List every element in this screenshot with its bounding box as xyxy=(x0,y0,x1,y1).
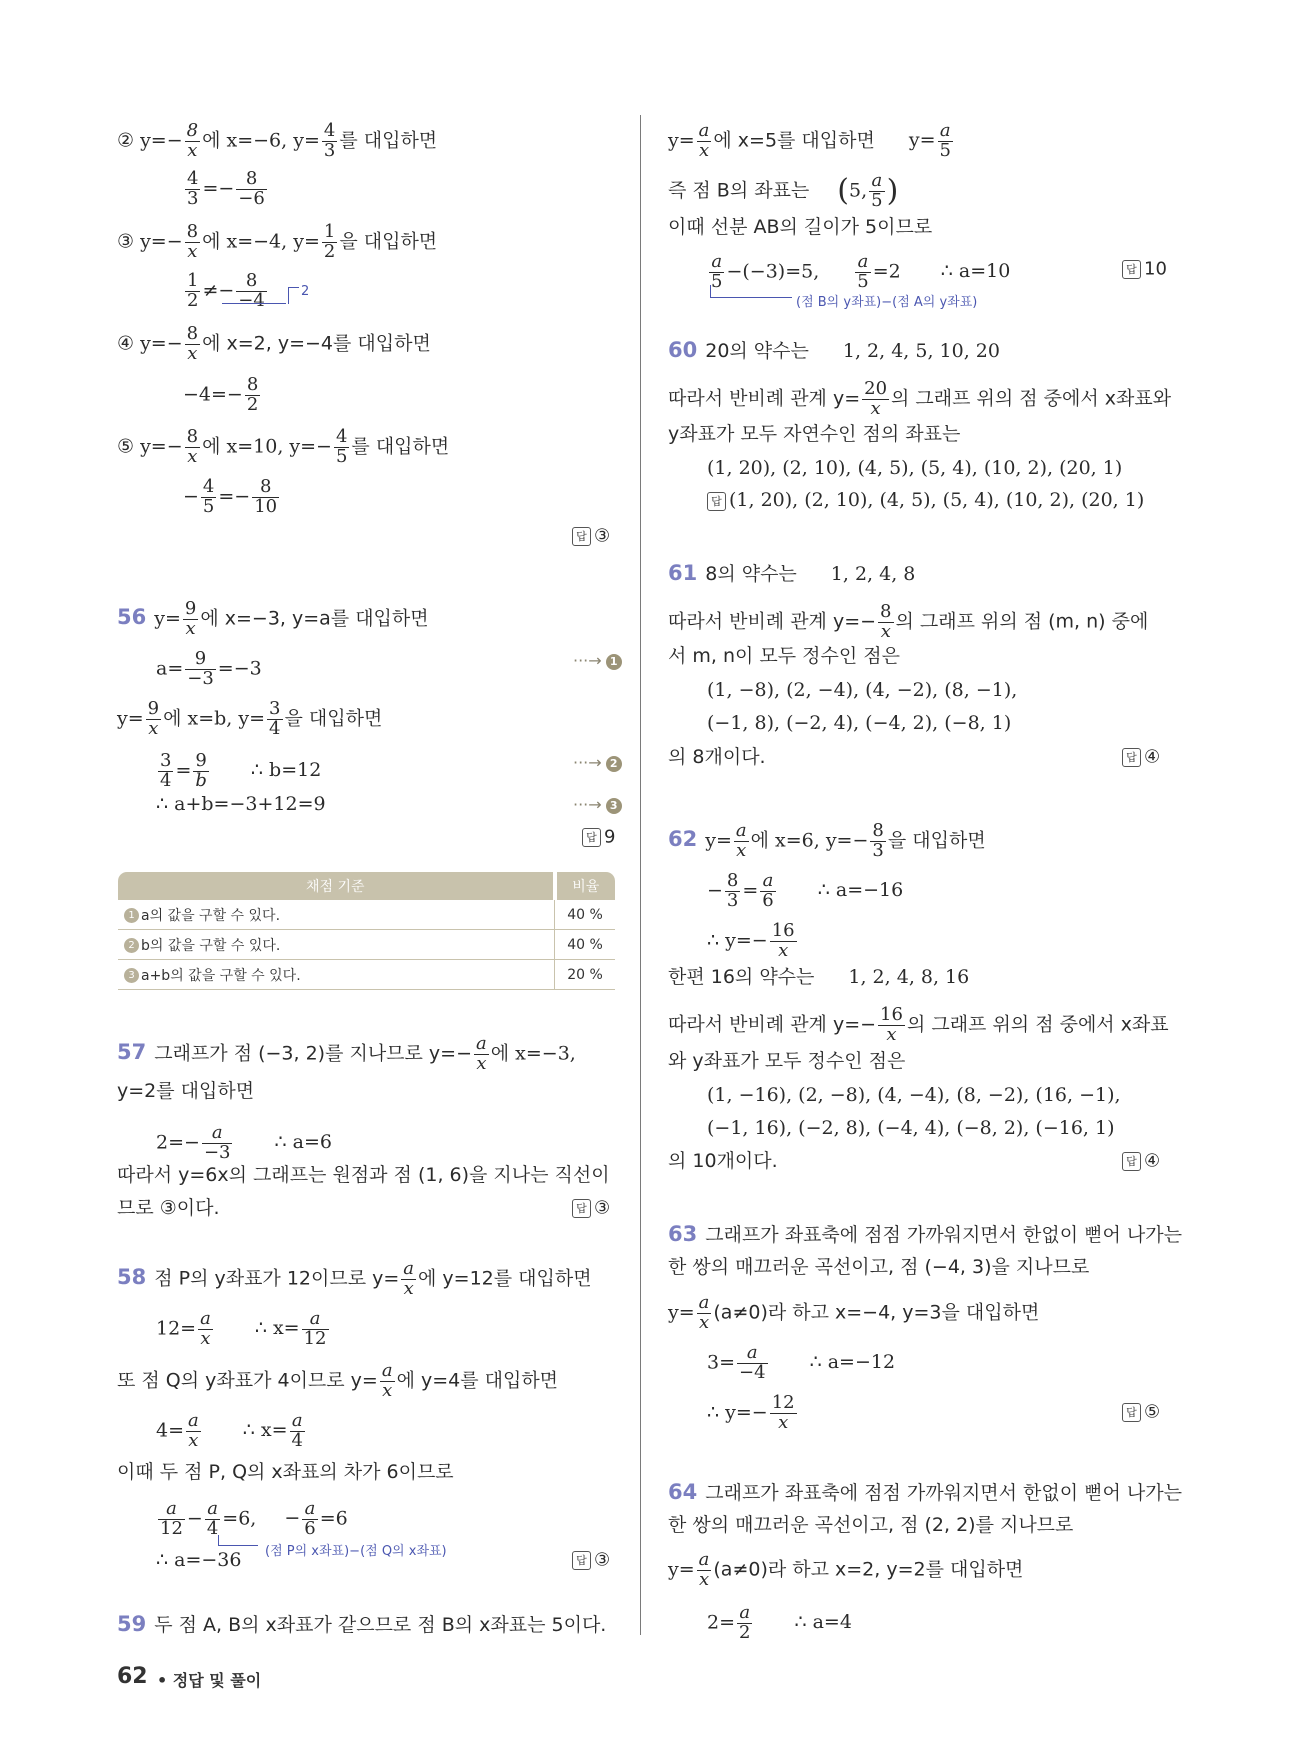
p58-line1: 58 점 P의 y좌표가 12이므로 y= $\frac{a}{x}$ 에 y=12를 대입하면 xyxy=(117,1258,592,1299)
p58-answer: 답 ③ xyxy=(572,1551,610,1570)
answer-icon: 답 xyxy=(1122,260,1141,279)
p58-line3: 또 점 Q의 y좌표가 4이므로 y= $\frac{a}{x}$ 에 y=4를 대입하면 xyxy=(117,1360,559,1401)
p57-answer: 답 ③ xyxy=(572,1199,610,1218)
p62-line4: 한편 16의 약수는 1, 2, 4, 8, 16 xyxy=(668,966,970,988)
p59-line3: 즉 점 B의 좌표는 (5, $\frac{a}{5}$ ) xyxy=(668,170,899,211)
p60-line4: (1, 20), (2, 10), (4, 5), (5, 4), (10, 2), (20, 1) xyxy=(707,457,1123,479)
p62-line5: 따라서 반비례 관계 y=− $\frac{16}{x}$ 의 그래프 위의 점 중에서 x좌표 xyxy=(668,1004,1169,1045)
p61-answer: 답 ④ xyxy=(1122,748,1160,767)
p63-line4: 3= $\frac{a}{-4}$ ∴ a=−12 xyxy=(707,1342,896,1383)
p55-note: 2 xyxy=(301,284,310,299)
p59-line4: 이때 선분 AB의 길이가 5이므로 xyxy=(668,216,933,238)
step-marker-1: ···→ 1 xyxy=(573,651,622,670)
p64-line1: 64 그래프가 좌표축에 점점 가까워지면서 한없이 뻗어 나가는 xyxy=(668,1480,1182,1504)
p61-line6: 의 8개이다. xyxy=(668,746,766,768)
p56-line2: a= $\frac{9}{-3}$ =−3 xyxy=(156,648,262,689)
answer-icon: 답 xyxy=(572,527,591,546)
p58-line5: 이때 두 점 P, Q의 x좌표의 차가 6이므로 xyxy=(117,1461,454,1483)
p62-line6: 와 y좌표가 모두 정수인 점은 xyxy=(668,1050,906,1072)
page-number: 62 xyxy=(117,1664,148,1689)
p60-line1: 60 20의 약수는 1, 2, 4, 5, 10, 20 xyxy=(668,338,1000,362)
p64-line3: y= $\frac{a}{x}$ (a≠0)라 하고 x=2, y=2를 대입하면 xyxy=(668,1549,1024,1590)
p56-line1: 56 y= $\frac{9}{x}$ 에 x=−3, y=a를 대입하면 xyxy=(117,598,429,639)
problem-number: 56 xyxy=(117,605,147,630)
rubric-row: 1 a의 값을 구할 수 있다. 40 % xyxy=(118,900,615,930)
p59-line5: $\frac{a}{5}$ −(−3)=5, $\frac{a}{5}$ =2 ∴ a=10 xyxy=(711,251,1011,292)
p55-option4-line: ④ y=− $\frac{8}{x}$ 에 x=2, y=−4를 대입하면 xyxy=(117,323,431,364)
problem-number: 63 xyxy=(668,1222,698,1246)
p61-line5: (−1, 8), (−2, 4), (−4, 2), (−8, 1) xyxy=(707,712,1012,734)
problem-number: 57 xyxy=(117,1040,147,1065)
p57-line3: 2=− $\frac{a}{-3}$ ∴ a=6 xyxy=(156,1122,332,1163)
p55-bracket xyxy=(222,287,286,304)
p63-line3: y= $\frac{a}{x}$ (a≠0)라 하고 x=−4, y=3을 대입하면 xyxy=(668,1292,1040,1333)
answer-icon: 답 xyxy=(572,1551,591,1570)
rubric-row: 2 b의 값을 구할 수 있다. 40 % xyxy=(118,930,615,960)
p63-line2: 한 쌍의 매끄러운 곡선이고, 점 (−4, 3)을 지나므로 xyxy=(668,1256,1090,1278)
p57-line5: 므로 ③이다. xyxy=(117,1197,220,1219)
answer-icon: 답 xyxy=(1122,1152,1141,1171)
footer-section-title: • 정답 및 풀이 xyxy=(157,1671,262,1690)
p63-answer: 답 ⑤ xyxy=(1122,1403,1160,1422)
p62-line1: 62 y= $\frac{a}{x}$ 에 x=6, y=− $\frac{8}{3}$ 을 대입하면 xyxy=(668,820,986,861)
p58-note: (점 P의 x좌표)−(점 Q의 x좌표) xyxy=(265,1544,447,1559)
p61-line3: 서 m, n이 모두 정수인 점은 xyxy=(668,645,900,667)
rubric-header-criteria: 채점 기준 xyxy=(118,872,555,900)
p56-line5: ∴ a+b=−3+12=9 xyxy=(156,793,326,815)
p59-line2: y= $\frac{a}{x}$ 에 x=5를 대입하면 y= $\frac{a}{5}$ xyxy=(668,120,951,161)
p61-line1: 61 8의 약수는 1, 2, 4, 8 xyxy=(668,561,916,585)
answer-icon: 답 xyxy=(1122,748,1141,767)
p64-line2: 한 쌍의 매끄러운 곡선이고, 점 (2, 2)를 지나므로 xyxy=(668,1514,1074,1536)
p63-line1: 63 그래프가 좌표축에 점점 가까워지면서 한없이 뻗어 나가는 xyxy=(668,1222,1182,1246)
p59-note: (점 B의 y좌표)−(점 A의 y좌표) xyxy=(796,295,978,310)
problem-number: 60 xyxy=(668,338,698,362)
p55-option4-calc: −4=− $\frac{8}{2}$ xyxy=(183,374,259,415)
p59-bracket xyxy=(710,285,711,297)
step-marker-3: ···→ 3 xyxy=(573,795,622,814)
step-marker-2: ···→ 2 xyxy=(573,753,622,772)
p58-line7: ∴ a=−36 xyxy=(156,1549,242,1571)
p56-line3: y= $\frac{9}{x}$ 에 x=b, y= $\frac{3}{4}$ 을 대입하면 xyxy=(117,698,383,739)
p55-option2-line: ② y=− $\frac{8}{x}$ 에 x=−6, y= $\frac{4}{3}$ 를 대입하면 xyxy=(117,120,438,161)
p57-line2: y=2를 대입하면 xyxy=(117,1080,255,1102)
p58-line4: 4= $\frac{a}{x}$ ∴ x= $\frac{a}{4}$ xyxy=(156,1410,303,1451)
p59-bracket-line xyxy=(710,297,792,298)
p55-bracket-tick xyxy=(288,287,299,304)
p62-line2: − $\frac{8}{3}$ = $\frac{a}{6}$ ∴ a=−16 xyxy=(707,870,904,911)
p55-option3-line: ③ y=− $\frac{8}{x}$ 에 x=−4, y= $\frac{1}{2}$ 을 대입하면 xyxy=(117,221,438,262)
problem-number: 62 xyxy=(668,827,698,852)
rubric-row: 3 a+b의 값을 구할 수 있다. 20 % xyxy=(118,960,615,990)
p64-line4: 2= $\frac{a}{2}$ ∴ a=4 xyxy=(707,1602,852,1643)
p55-option5-calc: − $\frac{4}{5}$ =− $\frac{8}{10}$ xyxy=(183,476,278,517)
p58-bracket-tick xyxy=(218,1535,264,1545)
rubric-header-row xyxy=(118,872,615,900)
p60-answer: 답 (1, 20), (2, 10), (4, 5), (5, 4), (10, 2), (20, 1) xyxy=(707,491,1144,511)
p58-line2: 12= $\frac{a}{x}$ ∴ x= $\frac{a}{12}$ xyxy=(156,1308,327,1349)
p62-line7: (1, −16), (2, −8), (4, −4), (8, −2), (16, −1), xyxy=(707,1084,1121,1106)
p56-line4: $\frac{3}{4}$ = $\frac{9}{b}$ ∴ b=12 xyxy=(160,750,322,791)
column-divider xyxy=(640,115,641,1635)
p60-line2: 따라서 반비례 관계 y= $\frac{20}{x}$ 의 그래프 위의 점 중에서 x좌표와 xyxy=(668,378,1172,419)
p59-line1: 59 두 점 A, B의 x좌표가 같으므로 점 B의 x좌표는 5이다. xyxy=(117,1612,607,1636)
p62-answer: 답 ④ xyxy=(1122,1152,1160,1171)
p62-line8: (−1, 16), (−2, 8), (−4, 4), (−8, 2), (−16, 1) xyxy=(707,1117,1115,1139)
p55-answer: 답 ③ xyxy=(572,527,610,546)
problem-number: 64 xyxy=(668,1480,698,1504)
p61-line2: 따라서 반비례 관계 y=− $\frac{8}{x}$ 의 그래프 위의 점 (m, n) 중에 xyxy=(668,601,1149,642)
p62-line3: ∴ y=− $\frac{16}{x}$ xyxy=(707,920,795,961)
problem-number: 59 xyxy=(117,1612,147,1636)
p61-line4: (1, −8), (2, −4), (4, −2), (8, −1), xyxy=(707,679,1018,701)
scoring-rubric-table xyxy=(118,872,615,990)
problem-number: 58 xyxy=(117,1265,147,1290)
p58-line6: $\frac{a}{12}$ − $\frac{a}{4}$ =6, − $\frac{a}{6}$ =6 xyxy=(160,1498,348,1539)
p57-line1: 57 그래프가 점 (−3, 2)를 지나므로 y=− $\frac{a}{x}$ 에 x=−3, xyxy=(117,1033,576,1074)
p57-line4: 따라서 y=6x의 그래프는 원점과 점 (1, 6)을 지나는 직선이 xyxy=(117,1164,610,1186)
p60-line3: y좌표가 모두 자연수인 점의 좌표는 xyxy=(668,423,961,445)
p55-option2-calc: $\frac{4}{3}$ =− $\frac{8}{-6}$ xyxy=(187,168,265,209)
answer-icon: 답 xyxy=(582,828,601,847)
problem-number: 61 xyxy=(668,561,698,585)
p56-answer: 답 9 xyxy=(582,828,615,847)
answer-icon: 답 xyxy=(572,1199,591,1218)
answer-icon: 답 xyxy=(1122,1403,1141,1422)
p63-line5: ∴ y=− $\frac{12}{x}$ xyxy=(707,1392,795,1433)
rubric-header-ratio: 비율 xyxy=(555,872,616,900)
answer-icon: 답 xyxy=(707,492,726,511)
p59-answer: 답 10 xyxy=(1122,260,1167,279)
p62-line9: 의 10개이다. xyxy=(668,1150,778,1172)
p55-option5-line: ⑤ y=− $\frac{8}{x}$ 에 x=10, y=− $\frac{4}{5}$ 를 대입하면 xyxy=(117,426,450,467)
p55-option3-calc: $\frac{1}{2}$ ≠− $\frac{8}{-4}$ xyxy=(187,270,265,311)
